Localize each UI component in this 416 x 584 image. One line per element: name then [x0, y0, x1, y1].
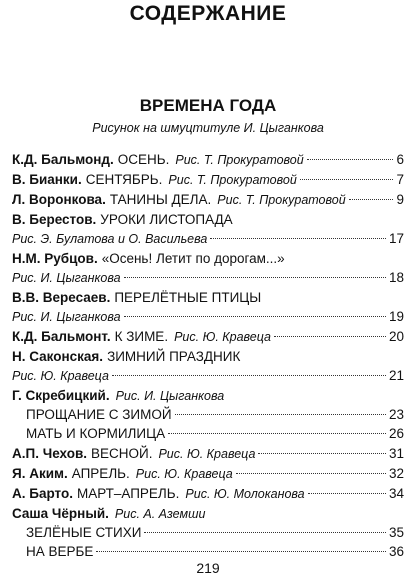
toc-line — [12, 210, 404, 229]
toc-line — [12, 484, 404, 503]
entry-title: ВЕСНОЙ. — [91, 446, 153, 461]
dot-leader — [124, 277, 386, 278]
toc-line — [12, 366, 404, 385]
toc-line — [12, 307, 404, 326]
dot-leader — [349, 199, 394, 200]
subentry-title: НА ВЕРБЕ — [26, 544, 94, 559]
entry-page: 32 — [388, 466, 404, 481]
dot-leader — [168, 433, 386, 434]
subentry-title: ЗЕЛЁНЫЕ СТИХИ — [26, 525, 142, 540]
subentry-page: 23 — [388, 407, 404, 422]
toc-entry — [12, 170, 404, 189]
entry-page: 18 — [388, 270, 404, 285]
toc-line — [12, 150, 404, 169]
entry-illustrator: Рис. Т. Прокуратовой — [175, 153, 304, 167]
toc-subline — [12, 523, 404, 542]
toc-entry — [12, 249, 404, 287]
subentry-page: 36 — [388, 544, 404, 559]
toc-subline — [12, 424, 404, 443]
entry-title: АПРЕЛЬ. — [71, 466, 130, 481]
toc-entry — [12, 150, 404, 169]
entry-title: УРОКИ ЛИСТОПАДА — [100, 212, 233, 227]
dot-leader — [308, 493, 386, 494]
toc-line — [12, 170, 404, 189]
toc-line — [12, 249, 404, 268]
entry-page: 21 — [388, 368, 404, 383]
toc-subline — [12, 405, 404, 424]
entry-title: К ЗИМЕ. — [114, 329, 169, 344]
toc-list — [12, 150, 404, 561]
entry-author: В. Берестов. — [12, 212, 97, 227]
entry-title: МАРТ–АПРЕЛЬ. — [76, 486, 180, 501]
entry-author: Саша Чёрный. — [12, 506, 109, 521]
entry-page: 31 — [388, 446, 404, 461]
dot-leader — [144, 532, 386, 533]
toc-entry — [12, 386, 404, 443]
toc-line — [12, 190, 404, 209]
entry-title: ОСЕНЬ. — [117, 152, 170, 167]
dot-leader — [175, 414, 386, 415]
dot-leader — [300, 179, 394, 180]
entry-illustrator: Рис. Ю. Кравеца — [12, 369, 109, 383]
dot-leader — [258, 453, 386, 454]
dot-leader — [96, 551, 386, 552]
dot-leader — [112, 375, 386, 376]
entry-author: К.Д. Бальмонт. — [12, 329, 111, 344]
entry-illustrator: Рис. И. Цыганкова — [115, 389, 225, 403]
toc-entry — [12, 484, 404, 503]
section-title: ВРЕМЕНА ГОДА — [139, 96, 277, 115]
entry-illustrator: Рис. А. Аземши — [114, 507, 206, 521]
subentry-page: 35 — [388, 525, 404, 540]
entry-title: ТАНИНЫ ДЕЛА. — [109, 192, 212, 207]
entry-page: 34 — [388, 486, 404, 501]
entry-author: Л. Воронкова. — [12, 192, 106, 207]
entry-title: СЕНТЯБРЬ. — [85, 172, 163, 187]
entry-author: Н. Саконская. — [12, 349, 104, 364]
entry-page: 7 — [396, 172, 404, 187]
entry-illustrator: Рис. И. Цыганкова — [12, 271, 121, 285]
toc-line — [12, 504, 404, 523]
toc-line — [12, 327, 404, 346]
entry-page: 19 — [388, 309, 404, 324]
subentry-page: 26 — [388, 426, 404, 441]
entry-illustrator: Рис. Э. Булатова и О. Васильева — [12, 232, 208, 246]
entry-author: Н.М. Рубцов. — [12, 251, 98, 266]
entry-page: 6 — [396, 152, 404, 167]
toc-entry — [12, 288, 404, 326]
entry-author: Г. Скребицкий. — [12, 388, 110, 403]
toc-entry — [12, 464, 404, 483]
entry-page: 17 — [388, 231, 404, 246]
toc-entry — [12, 347, 404, 385]
entry-author: К.Д. Бальмонд. — [12, 152, 114, 167]
toc-entry — [12, 210, 404, 248]
entry-author: А. Барто. — [12, 486, 73, 501]
entry-title: ПЕРЕЛЁТНЫЕ ПТИЦЫ — [114, 290, 262, 305]
toc-line — [12, 347, 404, 366]
dot-leader — [274, 336, 386, 337]
entry-page: 9 — [396, 192, 404, 207]
entry-author: А.П. Чехов. — [12, 446, 87, 461]
entry-illustrator: Рис. Ю. Молоканова — [185, 487, 305, 501]
entry-illustrator: Рис. Ю. Кравеца — [135, 467, 233, 481]
toc-line — [12, 444, 404, 463]
toc-entry — [12, 190, 404, 209]
dot-leader — [307, 159, 394, 160]
subentry-title: ПРОЩАНИЕ С ЗИМОЙ — [26, 407, 172, 422]
toc-entry — [12, 504, 404, 561]
page-title: СОДЕРЖАНИЕ — [129, 2, 287, 25]
entry-author: Я. Аким. — [12, 466, 68, 481]
entry-illustrator: Рис. Ю. Кравеца — [174, 330, 272, 344]
section-subtitle: Рисунок на шмуцтитуле И. Цыганкова — [92, 121, 324, 135]
toc-line — [12, 288, 404, 307]
entry-illustrator: Рис. Т. Прокуратовой — [217, 193, 346, 207]
entry-author: В.В. Вересаев. — [12, 290, 111, 305]
toc-subline — [12, 542, 404, 561]
subentry-title: МАТЬ И КОРМИЛИЦА — [26, 426, 166, 441]
dot-leader — [236, 473, 386, 474]
entry-title: ЗИМНИЙ ПРАЗДНИК — [107, 349, 241, 364]
toc-line — [12, 268, 404, 287]
entry-illustrator: Рис. Ю. Кравеца — [158, 447, 256, 461]
toc-line — [12, 229, 404, 248]
page-number: 219 — [196, 560, 220, 576]
entry-illustrator: Рис. И. Цыганкова — [12, 310, 121, 324]
entry-title: «Осень! Летит по дорогам...» — [101, 251, 285, 266]
toc-line — [12, 464, 404, 483]
toc-line — [12, 386, 404, 405]
entry-illustrator: Рис. Т. Прокуратовой — [168, 173, 297, 187]
dot-leader — [210, 238, 386, 239]
dot-leader — [124, 316, 386, 317]
entry-page: 20 — [388, 329, 404, 344]
toc-entry — [12, 327, 404, 346]
toc-entry — [12, 444, 404, 463]
entry-author: В. Бианки. — [12, 172, 82, 187]
